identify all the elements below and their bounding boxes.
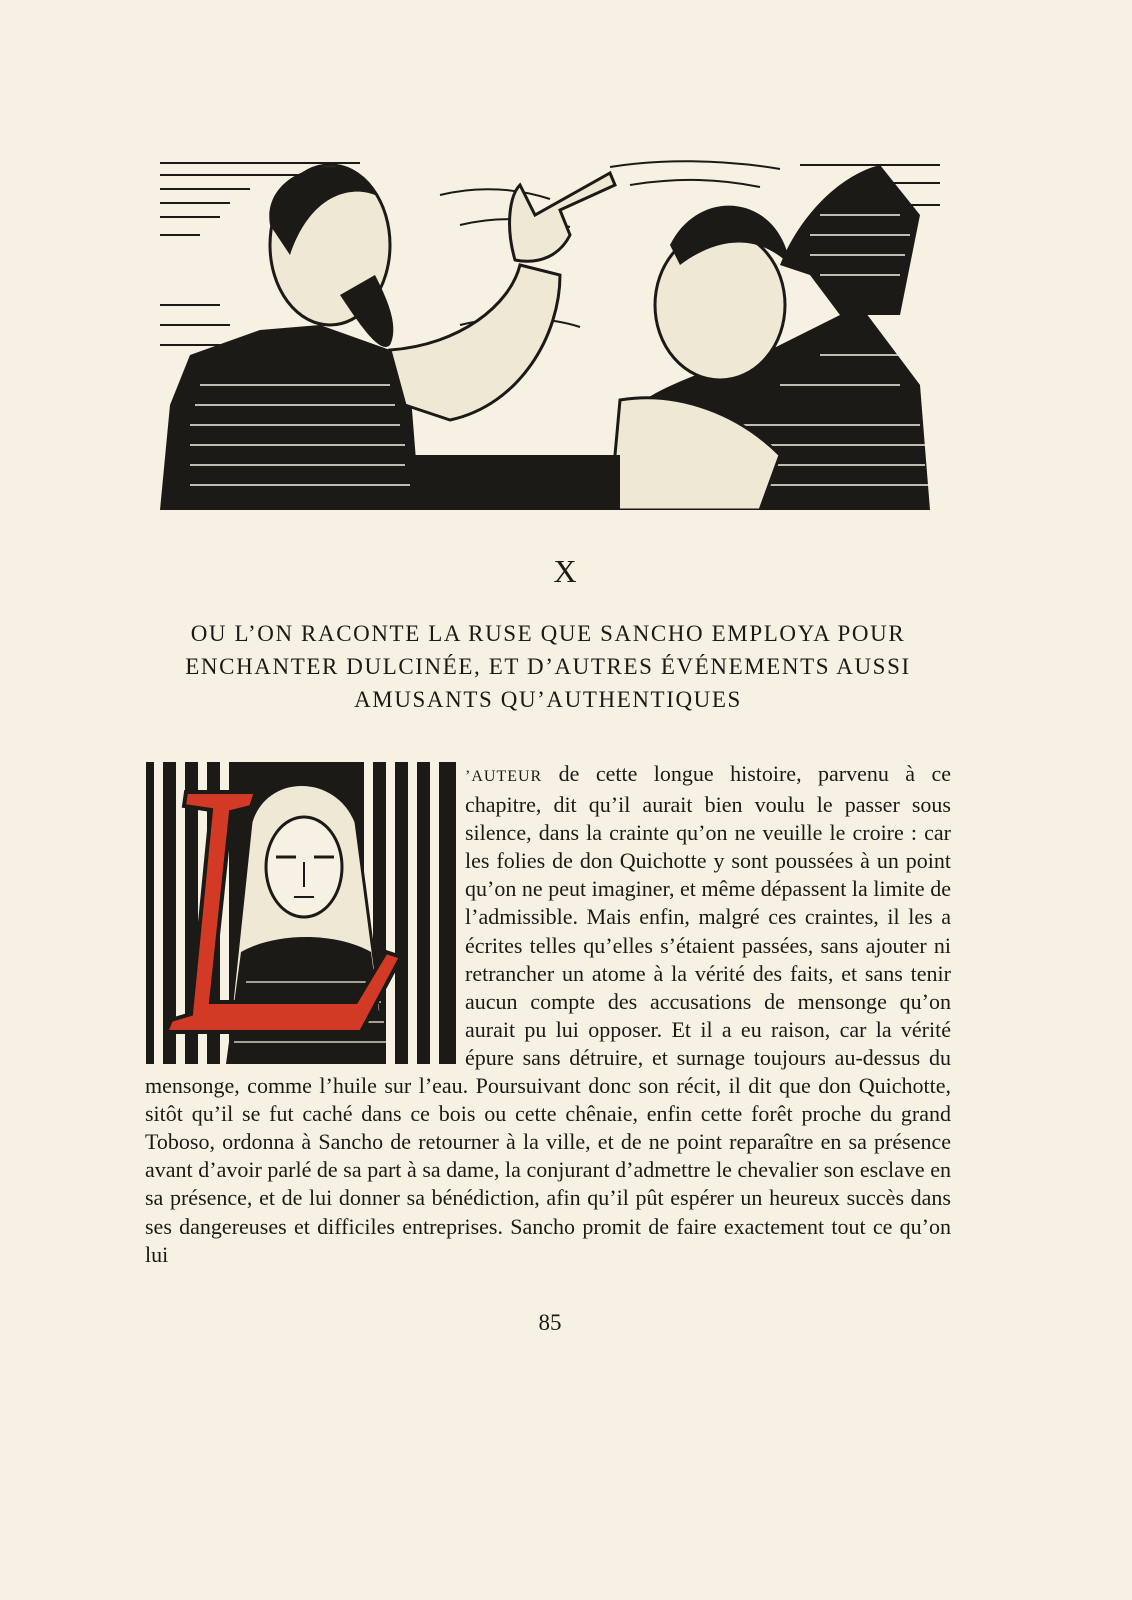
chapter-body-text [145, 760, 951, 1269]
page-number: 85 [538, 1310, 562, 1335]
first-word-small-caps: ’AUTEUR [465, 768, 543, 785]
chapter-number: X [553, 553, 579, 589]
drop-cap-spacer [145, 760, 465, 1066]
body-paragraph: de cette longue histoire, parvenu à ce chapitre, dit qu’il aurait bien voulu le passer sous silence, dans la crainte qu’on ne veuille le croire : car les folies de don Quichotte y sont poussées à un point qu’on ne peut imaginer, et même dépassent la limite de l’admissible. Mais enfin, malgré ces craintes, il les a écrites telles qu’elles s’étaient passées, sans ajouter ni retrancher un atome à la vérité des faits, et sans tenir aucun compte des accusations de mensonge qu’on aurait pu lui opposer. Et il a eu raison, car la vérité épure sans détruire, et surnage toujours au-dessus du mensonge, comme l’huile sur l’eau. Poursuivant donc son récit, il dit que don Quichotte, sitôt qu’il se fut caché dans ce bois ou cette chênaie, enfin cette forêt proche du grand Toboso, ordonna à Sancho de retourner à la ville, et de ne point reparaître en sa présence avant d’avoir parlé de sa part à sa dame, la conjurant d’admettre le chevalier son esclave en sa présence, et de lui donner sa bénédiction, afin qu’il pût espérer un heureux succès dans ses dangereuses et difficiles entreprises. Sancho promit de faire exactement tout ce qu’on lui [145, 761, 951, 1267]
woodcut-illustration [160, 155, 940, 510]
chapter-title: OU L’ON RACONTE LA RUSE QUE SANCHO EMPLOYA POUR ENCHANTER DULCINÉE, ET D’AUTRES ÉVÉNEMENTS AUSSI AMUSANTS QU’AUTHENTIQUES [185, 621, 911, 712]
